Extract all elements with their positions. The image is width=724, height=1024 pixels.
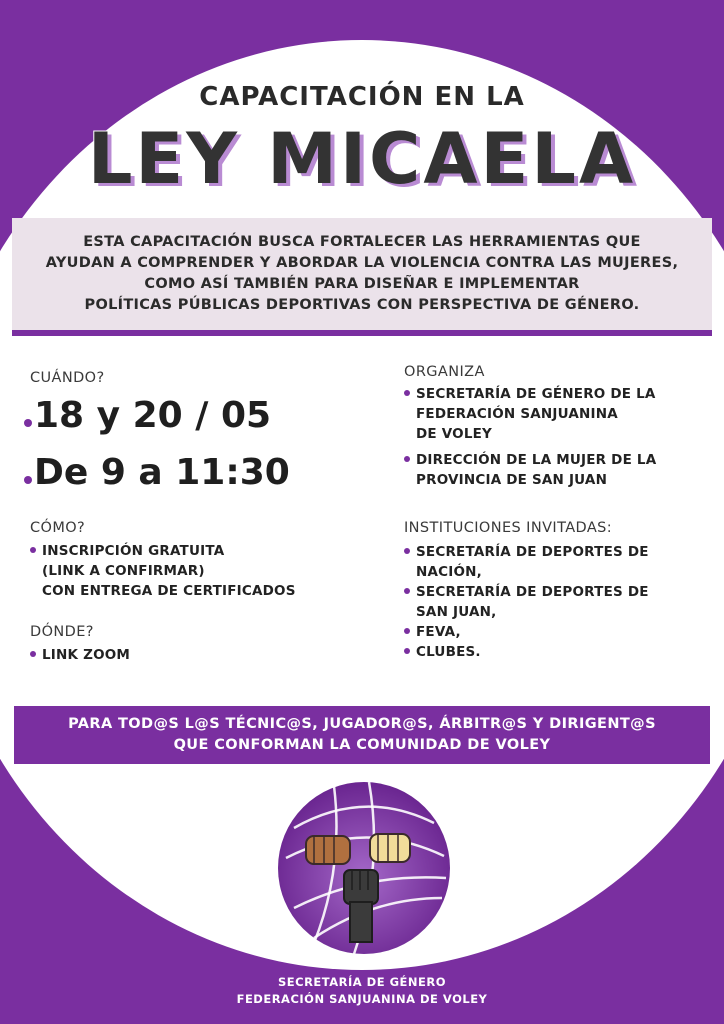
guest-line: NACIÓN, — [416, 564, 482, 580]
guest-line: FEVA, — [416, 624, 461, 640]
bullet-dot — [404, 588, 410, 594]
intro-band-underline — [12, 330, 712, 336]
how-item — [30, 541, 296, 601]
audience-line: PARA TOD@S L@S TÉCNIC@S, JUGADOR@S, ÁRBITR@S Y DIRIGENT@S — [68, 716, 656, 732]
bullet-dot — [404, 390, 410, 396]
organizer-line: FEDERACIÓN SANJUANINA — [416, 406, 618, 422]
when-dates — [24, 390, 271, 442]
bullet-dot — [24, 476, 32, 484]
intro-line: ESTA CAPACITACIÓN BUSCA FORTALECER LAS HERRAMIENTAS QUE — [83, 234, 641, 250]
organizer-line: SECRETARÍA DE GÉNERO DE LA — [416, 386, 656, 402]
how-item-line: (LINK A CONFIRMAR) — [42, 563, 205, 579]
organizer-line: DE VOLEY — [416, 426, 493, 442]
intro-line: POLÍTICAS PÚBLICAS DEPORTIVAS CON PERSPECTIVA DE GÉNERO. — [84, 297, 640, 313]
how-item-line: INSCRIPCIÓN GRATUITA — [42, 543, 225, 559]
when-time — [24, 447, 290, 499]
where-item — [30, 645, 130, 665]
organizer-list — [404, 384, 656, 490]
bullet-dot — [404, 648, 410, 654]
audience-line: QUE CONFORMAN LA COMUNIDAD DE VOLEY — [173, 737, 551, 753]
guests-label: INSTITUCIONES INVITADAS: — [404, 520, 613, 536]
center-fist-icon — [344, 870, 378, 942]
guests-list — [404, 542, 649, 662]
title-line-2: LEY MICAELA — [87, 118, 637, 200]
where-item-text: LINK ZOOM — [42, 647, 131, 663]
guest-line: SECRETARÍA DE DEPORTES DE — [416, 584, 649, 600]
organizer-line: PROVINCIA DE SAN JUAN — [416, 472, 608, 488]
footer — [0, 974, 724, 1008]
bullet-dot — [404, 548, 410, 554]
bullet-dot — [404, 456, 410, 462]
when-label: CUÁNDO? — [30, 370, 105, 386]
organizer-line: DIRECCIÓN DE LA MUJER DE LA — [416, 452, 657, 468]
bullet-dot — [404, 628, 410, 634]
bullet-dot — [24, 419, 32, 427]
guest-line: CLUBES. — [416, 644, 481, 660]
intro-line: AYUDAN A COMPRENDER Y ABORDAR LA VIOLENCIA CONTRA LAS MUJERES, — [45, 255, 679, 271]
intro-text — [12, 232, 712, 316]
guest-line: SAN JUAN, — [416, 604, 497, 620]
footer-line: SECRETARÍA DE GÉNERO — [278, 975, 446, 989]
where-label: DÓNDE? — [30, 624, 94, 640]
how-label: CÓMO? — [30, 520, 86, 536]
time-text: De 9 a 11:30 — [34, 452, 290, 493]
volleyball-fists-logo-icon — [274, 778, 454, 958]
dates-text: 18 y 20 / 05 — [34, 395, 272, 436]
left-fist-icon — [306, 836, 350, 864]
guest-line: SECRETARÍA DE DEPORTES DE — [416, 544, 649, 560]
bullet-dot — [30, 547, 36, 553]
bullet-dot — [30, 651, 36, 657]
footer-line: FEDERACIÓN SANJUANINA DE VOLEY — [236, 992, 488, 1006]
how-item-line: CON ENTREGA DE CERTIFICADOS — [42, 583, 296, 599]
audience-banner — [14, 706, 710, 764]
right-fist-icon — [370, 834, 410, 862]
intro-line: COMO ASÍ TAMBIÉN PARA DISEÑAR E IMPLEMENTAR — [144, 276, 580, 292]
organizer-label: ORGANIZA — [404, 364, 485, 380]
title-line-1: CAPACITACIÓN EN LA — [199, 82, 525, 112]
